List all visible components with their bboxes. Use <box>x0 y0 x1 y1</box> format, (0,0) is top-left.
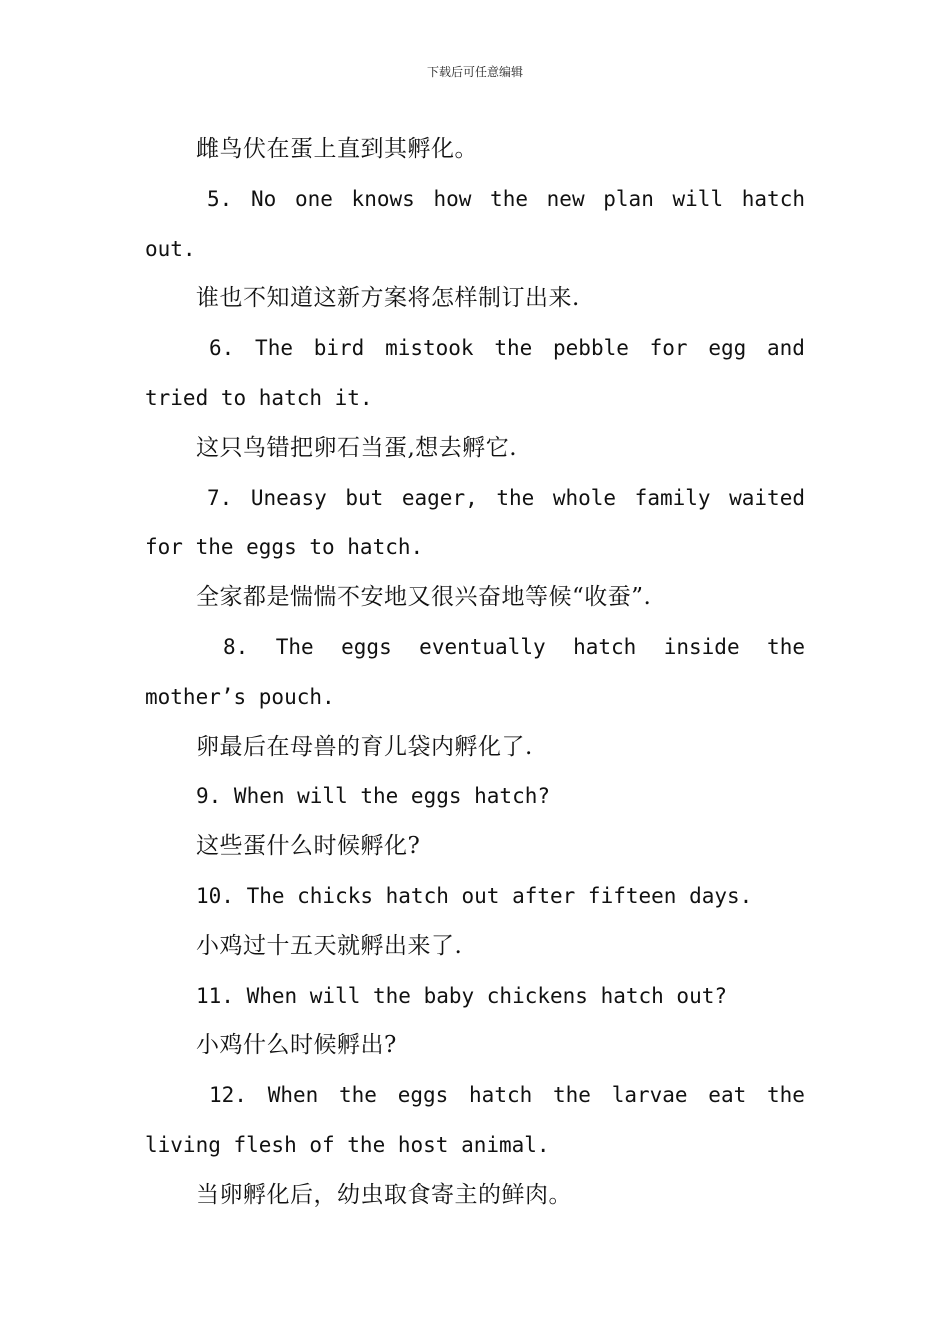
word: family <box>634 485 711 510</box>
document-body <box>145 125 805 1221</box>
word: how <box>433 186 472 211</box>
word: the <box>339 1083 377 1108</box>
translation-line: 当卵孵化后，幼虫取食寄主的鲜肉。 <box>196 1181 572 1208</box>
word: the <box>490 186 528 211</box>
word: hatch <box>741 186 805 211</box>
translation-line: 全家都是惴惴不安地又很兴奋地等候“收蚕”. <box>196 584 652 611</box>
word: but <box>345 485 384 510</box>
word: 5. <box>207 186 233 211</box>
sentence-continuation: for the eggs to hatch. <box>145 535 424 560</box>
translation-line: 谁也不知道这新方案将怎样制订出来. <box>196 285 580 312</box>
word: bird <box>313 336 365 361</box>
translation-line: 这些蛋什么时候孵化? <box>196 833 421 860</box>
sentence-continuation: mother’s pouch. <box>145 684 335 709</box>
translation-line: 卵最后在母兽的育儿袋内孵化了. <box>196 733 533 760</box>
word: larvae <box>611 1083 688 1108</box>
word: hatch <box>469 1083 533 1108</box>
word: the <box>496 485 535 510</box>
word: pebble <box>553 336 629 361</box>
word: eggs <box>341 634 392 659</box>
word: eggs <box>397 1083 449 1108</box>
translation-line: 这只鸟错把卵石当蛋,想去孵它. <box>196 434 518 461</box>
word: and <box>767 336 805 361</box>
sentence-continuation: out. <box>145 236 196 261</box>
word: whole <box>552 485 617 510</box>
word: inside <box>663 634 740 659</box>
word: the <box>766 1083 805 1108</box>
word: the <box>553 1083 591 1108</box>
translation-line: 小鸡过十五天就孵出来了. <box>196 932 463 959</box>
word: 7. <box>207 485 233 510</box>
word: No <box>250 186 277 211</box>
word: the <box>767 634 805 659</box>
translation-line: 雌鸟伏在蛋上直到其孵化。 <box>196 136 478 162</box>
word: knows <box>351 186 415 211</box>
sentence-continuation: living flesh of the host animal. <box>145 1132 550 1157</box>
word: eat <box>708 1083 747 1108</box>
word: new <box>546 186 585 211</box>
sentence-line: 11. When will the baby chickens hatch out? <box>196 983 728 1008</box>
word: for <box>649 336 688 361</box>
word: 12. <box>209 1083 247 1108</box>
sentence-line: 10. The chicks hatch out after fifteen days. <box>196 883 753 908</box>
word: eager, <box>401 485 478 510</box>
word: 6. <box>209 336 235 361</box>
sentence-line <box>145 474 805 524</box>
word: When <box>267 1083 319 1108</box>
translation-line: 小鸡什么时候孵出? <box>196 1032 397 1059</box>
sentence-continuation: tried to hatch it. <box>145 385 373 410</box>
sentence-line <box>145 175 805 225</box>
word: 8. <box>223 634 249 659</box>
word: The <box>275 634 314 659</box>
word: The <box>255 336 293 361</box>
word: mistook <box>385 336 474 361</box>
word: egg <box>708 336 747 361</box>
word: the <box>494 336 533 361</box>
word: will <box>672 186 724 211</box>
sentence-line <box>145 623 805 673</box>
word: Uneasy <box>250 485 327 510</box>
word: plan <box>603 186 654 211</box>
word: hatch <box>573 634 637 659</box>
word: eventually <box>419 634 546 659</box>
page-header: 下载后可任意编辑 <box>426 65 523 79</box>
word: waited <box>729 485 805 510</box>
sentence-line <box>145 1071 805 1121</box>
sentence-line <box>145 324 805 374</box>
sentence-line: 9. When will the eggs hatch? <box>196 784 551 809</box>
word: one <box>294 186 333 211</box>
